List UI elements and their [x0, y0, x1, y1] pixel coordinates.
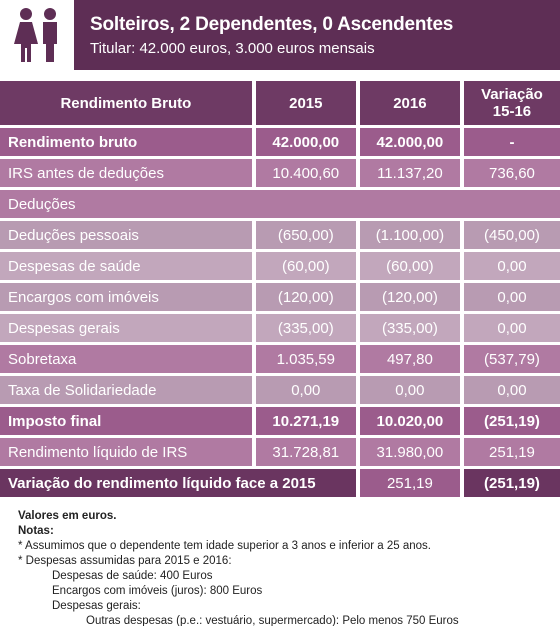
- note-subitem: Despesas de saúde: 400 Euros: [52, 570, 213, 582]
- note-subitem: Outras despesas (p.e.: vestuário, supermercado): Pelo menos 750 Euros: [86, 615, 459, 626]
- note-subitem: Despesas gerais:: [52, 600, 141, 612]
- cell-2015: 42.000,00: [256, 128, 356, 156]
- cell-variation: (251,19): [464, 469, 560, 497]
- cell-variation: 251,19: [464, 438, 560, 466]
- table-row: [0, 221, 560, 249]
- table-row: [0, 159, 560, 187]
- column-header-label: Rendimento Bruto: [0, 81, 252, 125]
- cell-variation: 0,00: [464, 376, 560, 404]
- row-label: Rendimento bruto: [0, 128, 252, 156]
- table-row: [0, 407, 560, 435]
- cell-variation: 0,00: [464, 283, 560, 311]
- column-header-variation: Variação 15-16: [464, 81, 560, 125]
- row-label: Sobretaxa: [0, 345, 252, 373]
- table-row: [0, 438, 560, 466]
- cell-2015: (335,00): [256, 314, 356, 342]
- page-title: Solteiros, 2 Dependentes, 0 Ascendentes: [90, 14, 454, 35]
- cell-2016: 251,19: [360, 469, 460, 497]
- cell-2016: (1.100,00): [360, 221, 460, 249]
- row-label: Despesas de saúde: [0, 252, 252, 280]
- note-subitem: Encargos com imóveis (juros): 800 Euros: [52, 585, 263, 597]
- row-label: Rendimento líquido de IRS: [0, 438, 252, 466]
- cell-2015: 1.035,59: [256, 345, 356, 373]
- cell-2016: 31.980,00: [360, 438, 460, 466]
- notes-section: [18, 509, 548, 626]
- table-row: [0, 314, 560, 342]
- cell-2016: (120,00): [360, 283, 460, 311]
- table-row: [0, 252, 560, 280]
- row-label: Taxa de Solidariedade: [0, 376, 252, 404]
- family-icon: [6, 6, 68, 64]
- table-row: [0, 190, 560, 218]
- cell-2016: 10.020,00: [360, 407, 460, 435]
- row-label: Variação do rendimento líquido face a 2015: [0, 469, 356, 497]
- page-subtitle: Titular: 42.000 euros, 3.000 euros mensais: [90, 40, 375, 57]
- cell-2016: 42.000,00: [360, 128, 460, 156]
- notes-heading: Notas:: [18, 525, 54, 537]
- table-row: [0, 345, 560, 373]
- table-row: [0, 283, 560, 311]
- cell-variation: 736,60: [464, 159, 560, 187]
- cell-2015: (650,00): [256, 221, 356, 249]
- table-row: [0, 128, 560, 156]
- cell-2016: (60,00): [360, 252, 460, 280]
- row-label: Deduções: [0, 190, 560, 218]
- cell-variation: (450,00): [464, 221, 560, 249]
- row-label: Encargos com imóveis: [0, 283, 252, 311]
- cell-2016: (335,00): [360, 314, 460, 342]
- cell-2015: 10.400,60: [256, 159, 356, 187]
- note-item: * Despesas assumidas para 2015 e 2016:: [18, 555, 232, 567]
- cell-2016: 0,00: [360, 376, 460, 404]
- cell-2015: 31.728,81: [256, 438, 356, 466]
- family-icon-box: [0, 0, 74, 70]
- row-label: Deduções pessoais: [0, 221, 252, 249]
- column-header-2015: 2015: [256, 81, 356, 125]
- table-row: [0, 376, 560, 404]
- cell-2016: 11.137,20: [360, 159, 460, 187]
- page-header: [0, 0, 560, 70]
- cell-variation: (537,79): [464, 345, 560, 373]
- row-label: Despesas gerais: [0, 314, 252, 342]
- table-header-row: [0, 81, 560, 125]
- note-item: * Assumimos que o dependente tem idade superior a 3 anos e inferior a 25 anos.: [18, 540, 431, 552]
- cell-2015: (60,00): [256, 252, 356, 280]
- column-header-2016: 2016: [360, 81, 460, 125]
- cell-2015: 10.271,19: [256, 407, 356, 435]
- currency-note: Valores em euros.: [18, 510, 117, 522]
- cell-2016: 497,80: [360, 345, 460, 373]
- cell-2015: (120,00): [256, 283, 356, 311]
- cell-2015: 0,00: [256, 376, 356, 404]
- table-row-final: [0, 469, 560, 497]
- cell-variation: -: [464, 128, 560, 156]
- cell-variation: (251,19): [464, 407, 560, 435]
- cell-variation: 0,00: [464, 252, 560, 280]
- cell-variation: 0,00: [464, 314, 560, 342]
- row-label: IRS antes de deduções: [0, 159, 252, 187]
- income-table: [0, 78, 560, 500]
- row-label: Imposto final: [0, 407, 252, 435]
